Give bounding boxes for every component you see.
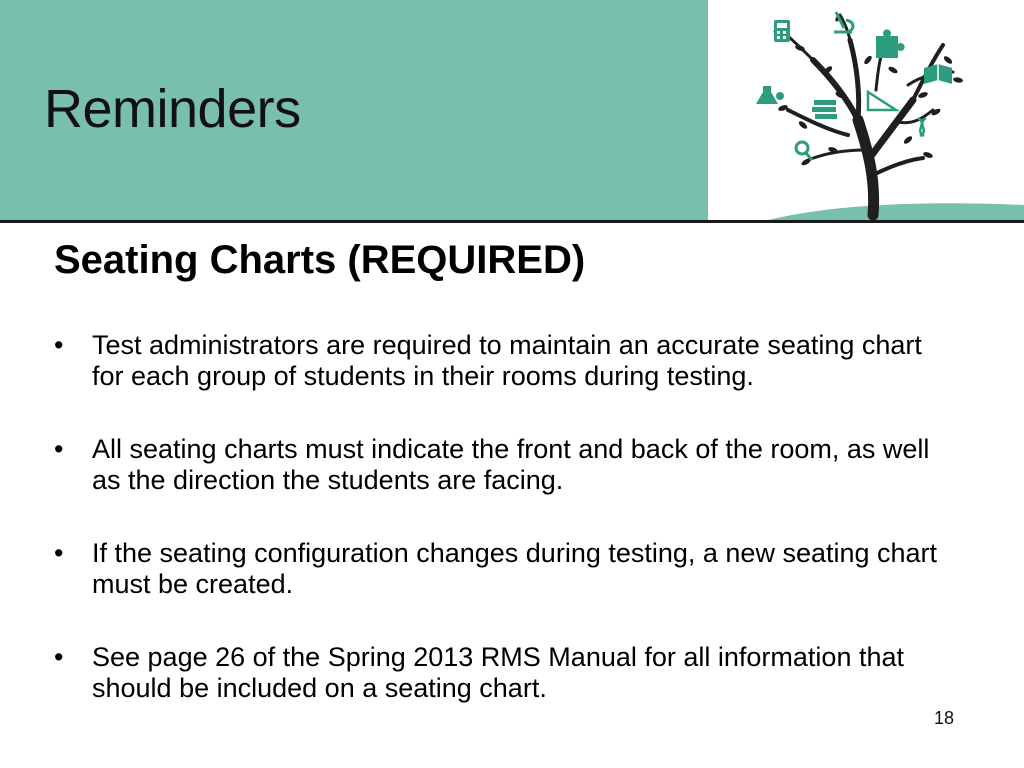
bullet-item: • All seating charts must indicate the front and back of the room, as well as the direction the students are facing. [54,434,954,496]
header-divider [0,220,1024,223]
tree-trunk [783,15,953,215]
section-heading: Seating Charts (REQUIRED) [54,238,586,282]
flask-icon [756,86,784,104]
triangle-ruler-icon [868,92,896,110]
slide-title: Reminders [44,79,301,139]
tree-logo [708,0,1024,220]
bullet-item: • If the seating configuration changes during testing, a new seating chart must be created. [54,538,954,600]
page-number: 18 [934,708,955,728]
magnifier-icon [796,142,812,160]
bullet-item: • Test administrators are required to maintain an accurate seating chart for each group of students in their rooms during testing. [54,330,954,392]
open-book-icon [924,64,952,84]
tree-illustration [708,0,1024,220]
bullet-list [54,330,954,746]
ground-hill [768,203,1024,220]
puzzle-icon [876,29,905,58]
calculator-icon [774,20,790,42]
books-icon [812,100,837,119]
bullet-item: • See page 26 of the Spring 2013 RMS Manual for all information that should be included on a seating chart. [54,642,954,704]
